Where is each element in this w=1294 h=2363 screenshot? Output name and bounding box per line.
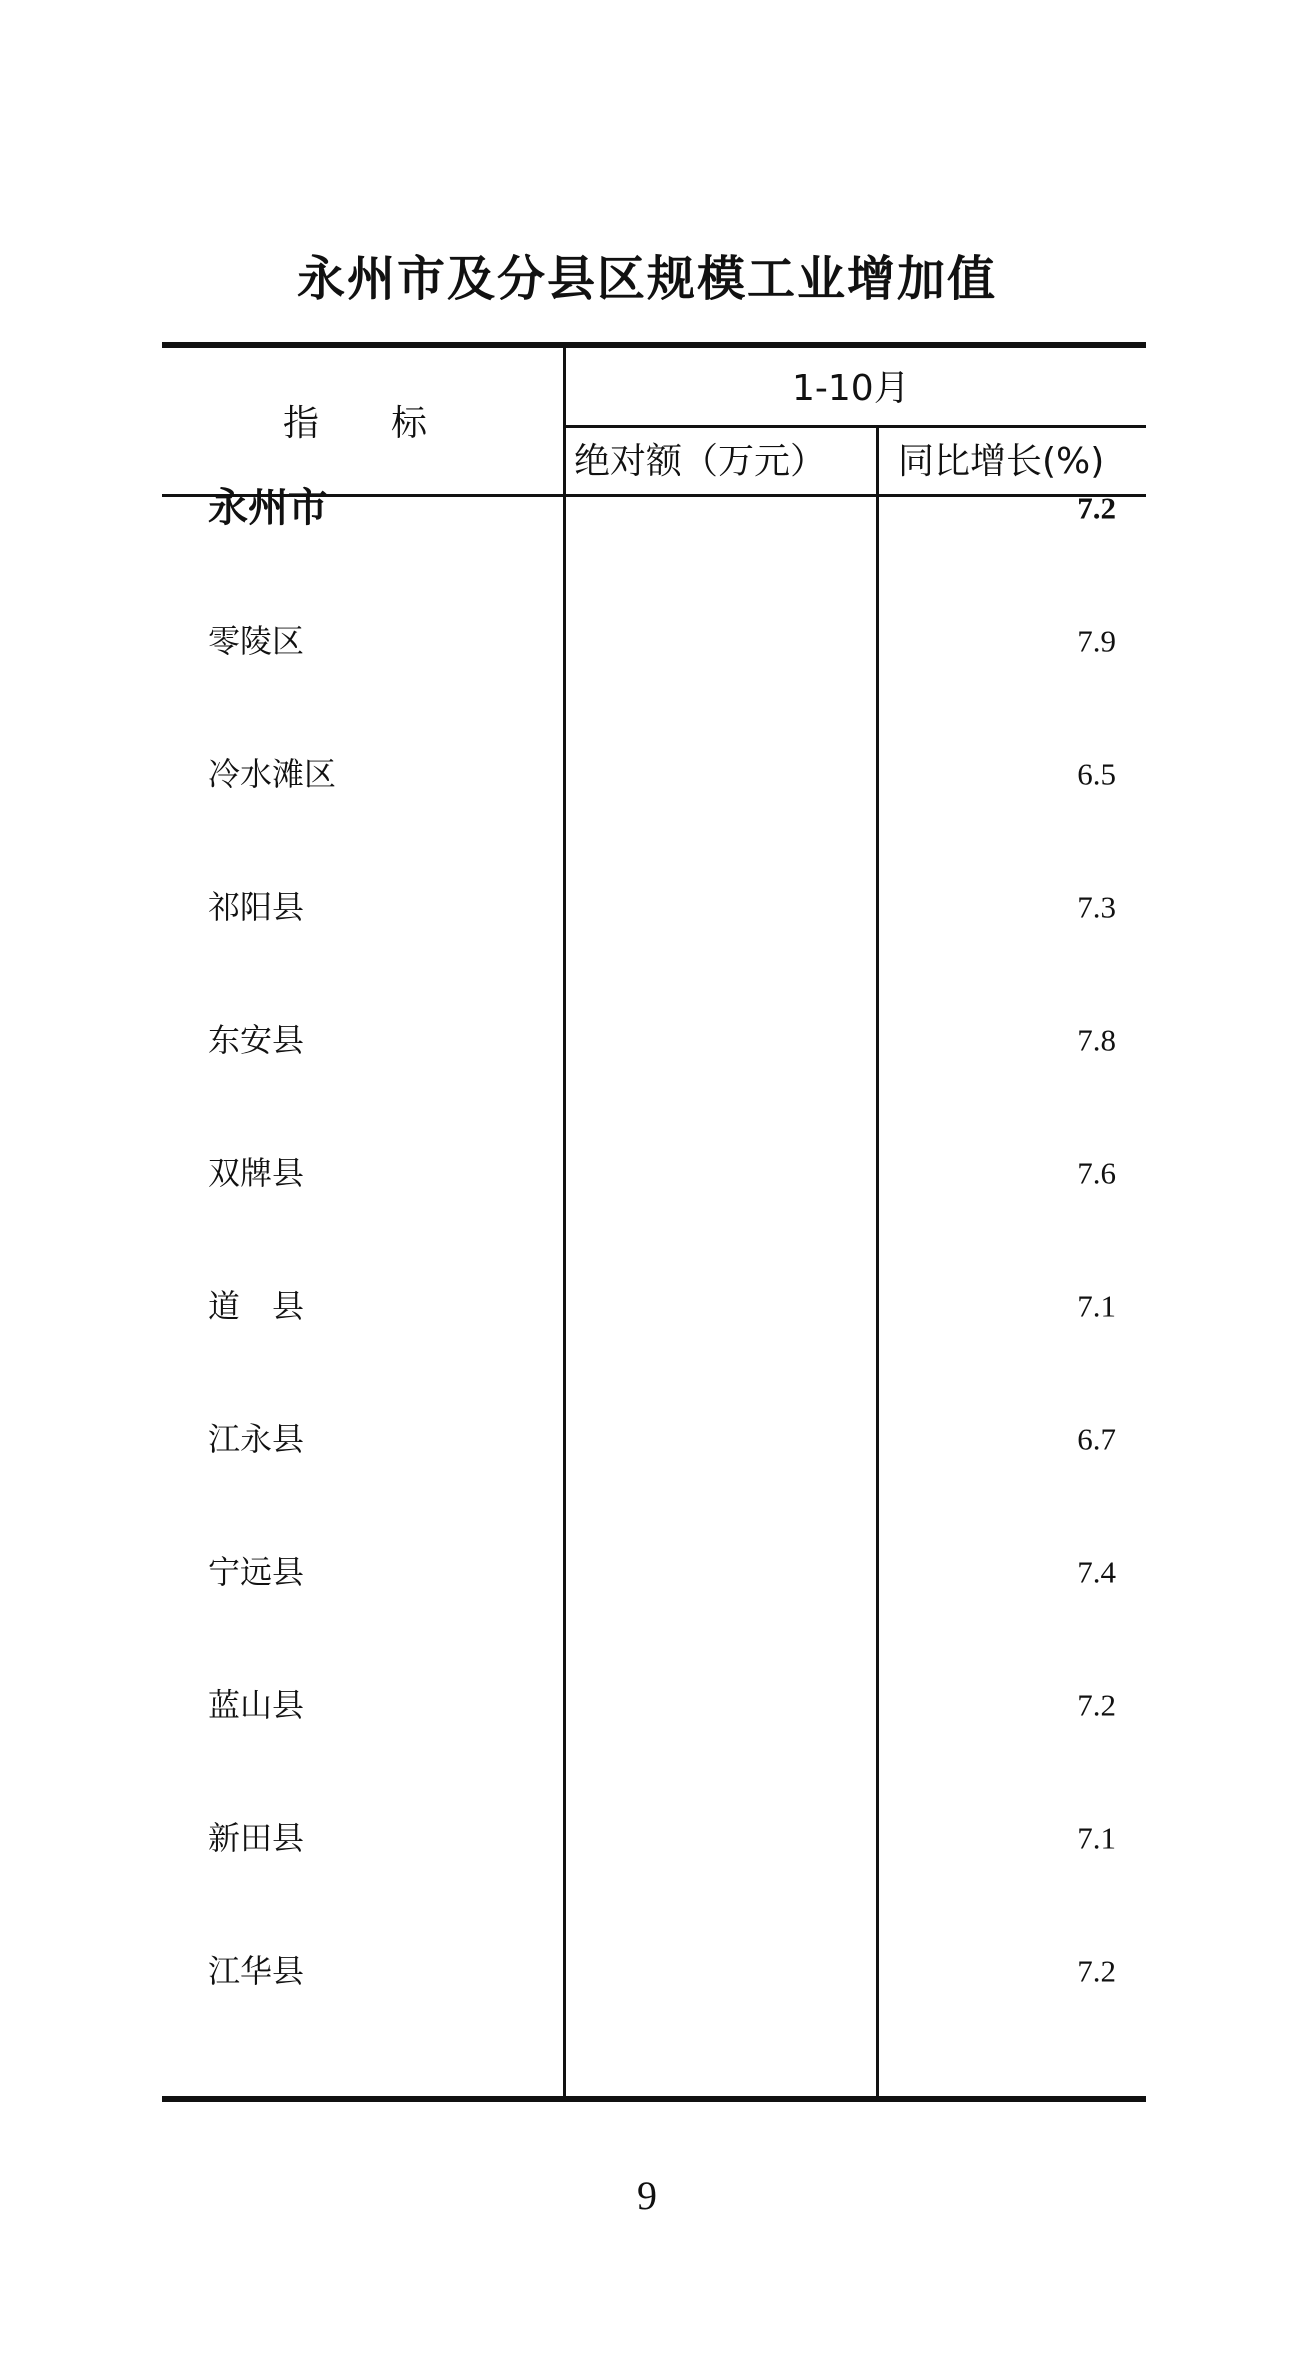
table-row [162, 485, 1146, 641]
row-region-name: 江永县 [208, 1420, 305, 1458]
table-row [162, 1420, 1146, 1572]
table-body [162, 485, 1146, 2104]
row-region-name: 江华县 [208, 1952, 305, 1990]
row-growth-value: 6.5 [1077, 756, 1116, 792]
row-growth-value: 7.3 [1077, 889, 1116, 925]
row-growth-value: 6.7 [1077, 1421, 1116, 1457]
row-growth-value: 7.4 [1077, 1554, 1116, 1590]
table-top-rule [162, 342, 1146, 348]
table-row [162, 888, 1146, 1040]
row-growth-value: 7.2 [1077, 1953, 1116, 1989]
page-title: 永州市及分县区规模工业增加值 [296, 251, 997, 307]
header-divider [564, 425, 1146, 428]
row-region-name: 蓝山县 [208, 1686, 305, 1724]
header-absolute: 绝对额（万元） [574, 441, 827, 482]
table-row [162, 1021, 1146, 1173]
row-growth-value: 7.9 [1077, 623, 1116, 659]
row-growth-value: 7.6 [1077, 1155, 1116, 1191]
header-growth: 同比增长(%) [898, 441, 1105, 482]
row-growth-value: 7.8 [1077, 1022, 1116, 1058]
row-region-name: 东安县 [208, 1021, 305, 1059]
page-number: 9 [637, 2173, 657, 2218]
table-row [162, 1952, 1146, 2104]
row-region-name: 道 县 [208, 1287, 305, 1325]
row-region-name: 双牌县 [208, 1154, 305, 1192]
table-row [162, 755, 1146, 907]
row-growth-value: 7.2 [1077, 1687, 1116, 1723]
header-period: 1-10月 [792, 368, 910, 409]
row-growth-value: 7.1 [1077, 1820, 1116, 1856]
row-growth-value: 7.1 [1077, 1288, 1116, 1324]
row-region-name: 永州市 [208, 485, 328, 531]
table-row [162, 1686, 1146, 1838]
table-row [162, 1819, 1146, 1971]
table-row [162, 1154, 1146, 1306]
row-region-name: 祁阳县 [208, 888, 305, 926]
row-region-name: 新田县 [208, 1819, 305, 1857]
table-row [162, 1553, 1146, 1705]
table-row [162, 1287, 1146, 1439]
row-region-name: 冷水滩区 [208, 755, 337, 793]
row-region-name: 零陵区 [208, 622, 305, 660]
header-indicator: 指 标 [283, 403, 428, 444]
row-growth-value: 7.2 [1077, 490, 1116, 526]
row-region-name: 宁远县 [208, 1553, 305, 1591]
